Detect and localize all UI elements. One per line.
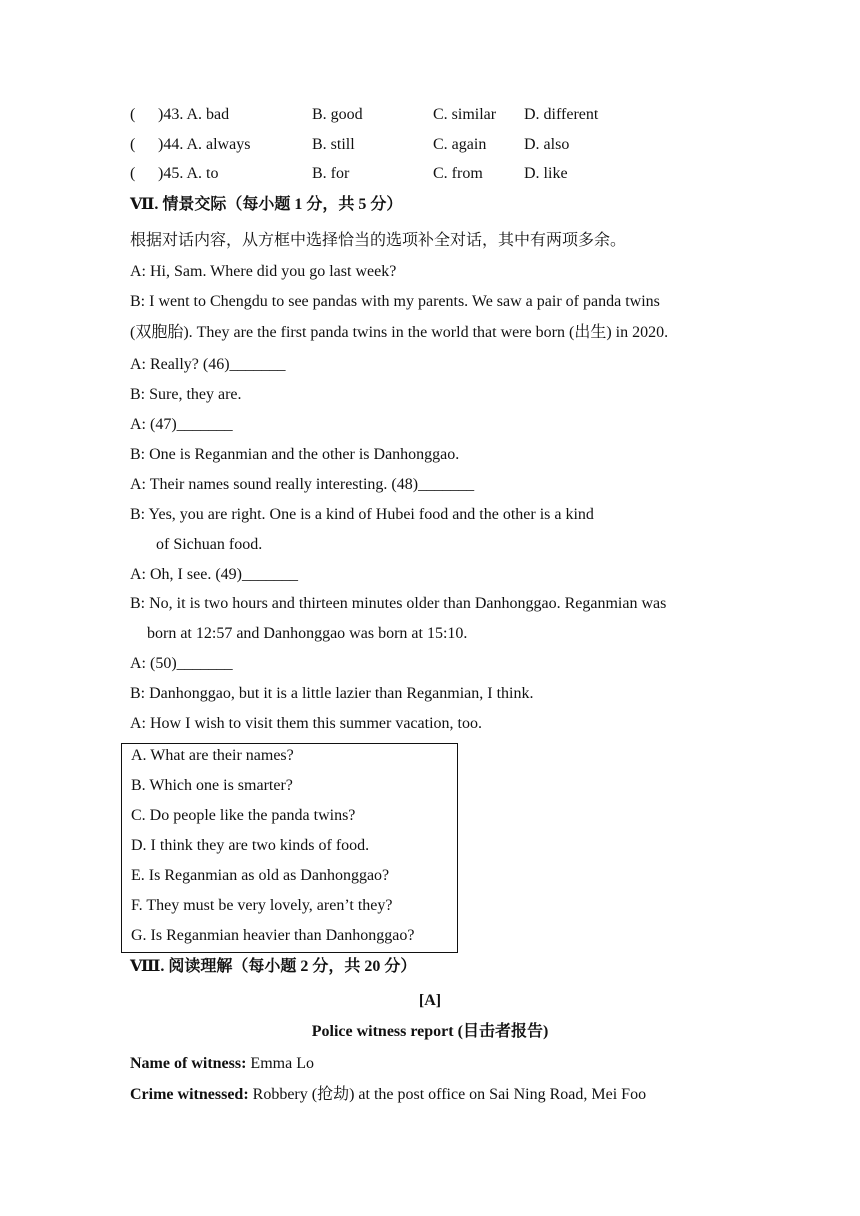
answer-paren: ( [130, 106, 136, 123]
option-item: C. Do people like the panda twins? [131, 807, 356, 824]
section-7-instruction: 根据对话内容，从方框中选择恰当的选项补全对话，其中有两项多余。 [130, 232, 627, 249]
section-7-heading: Ⅶ. 情景交际（每小题 1 分，共 5 分） [130, 196, 403, 213]
dialogue-line: B: One is Reganmian and the other is Danhonggao. [130, 446, 460, 463]
option-item: G. Is Reganmian heavier than Danhonggao? [131, 927, 415, 944]
witness-name-field [130, 1054, 314, 1074]
dialogue-line: A: Their names sound really interesting. (48)_______ [130, 476, 475, 493]
option-item: B. Which one is smarter? [131, 777, 293, 794]
option-d: D. like [524, 165, 568, 182]
option-item: A. What are their names? [131, 747, 294, 764]
dialogue-line: (双胞胎). They are the first panda twins in the world that were born (出生) in 2020. [130, 324, 669, 341]
field-label: Crime witnessed: [130, 1086, 249, 1103]
option-b: B. still [312, 136, 355, 153]
dialogue-line: A: (47)_______ [130, 416, 233, 433]
dialogue-line: A: Oh, I see. (49)_______ [130, 566, 298, 583]
dialogue-line: of Sichuan food. [156, 536, 263, 553]
option-item: D. I think they are two kinds of food. [131, 837, 370, 854]
option-a: )45. A. to [158, 165, 219, 182]
option-a: )43. A. bad [158, 106, 230, 123]
dialogue-line: B: Danhonggao, but it is a little lazier than Reganmian, I think. [130, 685, 534, 702]
options-box [121, 743, 458, 953]
option-c: C. similar [433, 106, 497, 123]
option-d: D. different [524, 106, 599, 123]
dialogue-line: A: (50)_______ [130, 655, 233, 672]
dialogue-line: B: No, it is two hours and thirteen minutes older than Danhonggao. Reganmian was [130, 595, 667, 612]
option-item: F. They must be very lovely, aren’t they? [131, 897, 393, 914]
dialogue-line: A: Hi, Sam. Where did you go last week? [130, 263, 397, 280]
option-item: E. Is Reganmian as old as Danhonggao? [131, 867, 390, 884]
field-label: Name of witness: [130, 1055, 247, 1072]
option-c: C. from [433, 165, 483, 182]
passage-label: [A] [418, 992, 442, 1009]
field-value: Emma Lo [246, 1055, 314, 1072]
dialogue-line: B: Yes, you are right. One is a kind of Hubei food and the other is a kind [130, 506, 594, 523]
option-d: D. also [524, 136, 570, 153]
field-value: Robbery (抢劫) at the post office on Sai Ning Road, Mei Foo [248, 1086, 647, 1103]
passage-title: Police witness report (目击者报告) [311, 1023, 549, 1040]
answer-paren: ( [130, 165, 136, 182]
dialogue-line: B: I went to Chengdu to see pandas with my parents. We saw a pair of panda twins [130, 293, 660, 310]
dialogue-line: A: Really? (46)_______ [130, 356, 286, 373]
option-a: )44. A. always [158, 136, 251, 153]
dialogue-line: A: How I wish to visit them this summer vacation, too. [130, 715, 482, 732]
option-b: B. for [312, 165, 350, 182]
crime-witnessed-field [130, 1085, 646, 1105]
section-8-heading: Ⅷ. 阅读理解（每小题 2 分，共 20 分） [130, 958, 417, 975]
answer-paren: ( [130, 136, 136, 153]
dialogue-line: born at 12:57 and Danhonggao was born at 15:10. [147, 625, 468, 642]
option-c: C. again [433, 136, 487, 153]
option-b: B. good [312, 106, 363, 123]
dialogue-line: B: Sure, they are. [130, 386, 242, 403]
